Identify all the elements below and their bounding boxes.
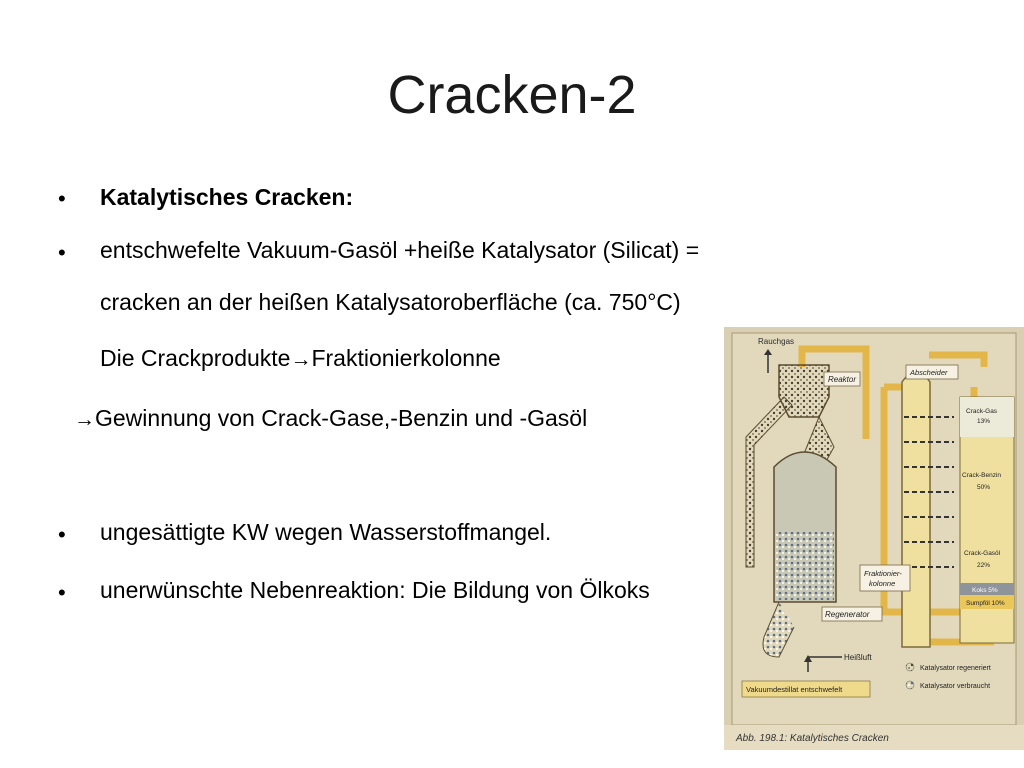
bullet-text: ungesättigte KW wegen Wasserstoffmangel.: [100, 519, 552, 545]
fraktionierkolonne-text: Fraktionierkolonne: [311, 345, 501, 371]
slide-title: Cracken-2: [387, 65, 637, 125]
fraktionierkolonne: [902, 372, 930, 647]
label-crack-benzin: Crack-Benzin: [962, 472, 1002, 479]
bullet-dot: •: [58, 240, 66, 265]
bullet-text: entschwefelte Vakuum-Gasöl +heiße Katalysator (Silicat) =: [100, 237, 700, 263]
label-kat-regeneriert: Katalysator regeneriert: [920, 665, 991, 672]
cracking-diagram-figure: [724, 327, 1024, 750]
label-rauchgas: Rauchgas: [758, 337, 795, 346]
figure-caption: Abb. 198.1: Katalytisches Cracken: [736, 733, 889, 744]
gewinnung-text: Gewinnung von Crack-Gase,-Benzin und -Gasöl: [95, 405, 588, 431]
arrow-right-icon: →: [290, 348, 312, 371]
label-heissluft: Heißluft: [844, 653, 872, 662]
label-vakuumdestillat: Vakuumdestillat entschwefelt: [746, 685, 843, 694]
label-regenerator: Regenerator: [825, 610, 870, 619]
bullet-continuation: cracken an der heißen Katalysatoroberfläche (ca. 750°C): [100, 289, 681, 315]
bullet-heading: Katalytisches Cracken:: [100, 184, 354, 210]
crack-gas-band: [960, 397, 1014, 437]
regenerator-catalyst: [776, 532, 834, 600]
label-reaktor: Reaktor: [828, 375, 857, 384]
legend-verbraucht-icon: [906, 681, 914, 689]
legend-regeneriert-icon: [906, 663, 914, 671]
label-koks: Koks 5%: [972, 587, 998, 594]
label-crack-gasoel-pct: 22%: [977, 562, 991, 569]
label-kat-verbraucht: Katalysator verbraucht: [920, 683, 991, 690]
label-abscheider: Abscheider: [910, 368, 948, 377]
bullet-text: unerwünschte Nebenreaktion: Die Bildung von Ölkoks: [100, 577, 650, 603]
crackprodukte-text: Die Crackprodukte: [100, 345, 291, 371]
bullet-continuation-2: [100, 345, 501, 372]
bullet-dot: •: [58, 522, 66, 547]
arrow-right-icon: →: [74, 408, 95, 431]
arrow-line: [74, 405, 587, 432]
bullet-dot: •: [58, 186, 66, 211]
label-crack-gasoel: Crack-Gasöl: [964, 550, 1001, 557]
label-crack-benzin-pct: 50%: [977, 484, 991, 491]
bullet-dot: •: [58, 580, 66, 605]
label-crack-gas-pct: 13%: [977, 418, 991, 425]
label-kolonne: kolonne: [869, 579, 896, 588]
label-fraktionier: Fraktionier-: [864, 569, 902, 578]
label-crack-gas: Crack-Gas: [966, 408, 998, 415]
label-sumpfoel: Sumpföl 10%: [966, 600, 1005, 607]
